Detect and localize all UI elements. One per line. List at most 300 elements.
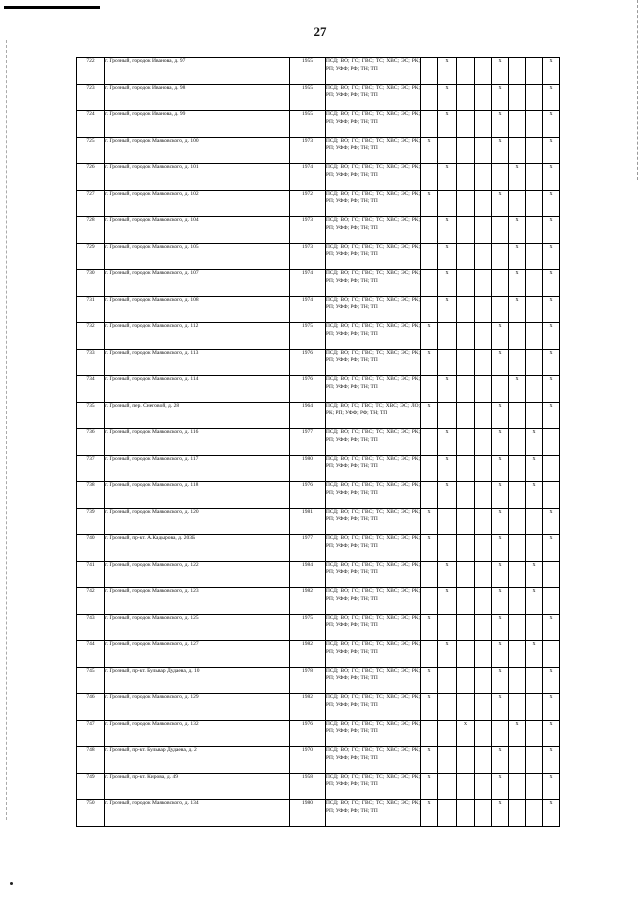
mark-cell: x [526, 588, 543, 615]
services-cell: ПСД; ВО; ГС; ГВС; ТС; ХВС; ЭС; РК; РП; УФФ; РФ; ТН; ТП [326, 270, 421, 297]
mark-cell [457, 641, 475, 668]
mark-cell [438, 773, 457, 800]
mark-cell [492, 720, 509, 747]
address-cell: г. Грозный, городок Маяковского, д. 101 [105, 164, 290, 191]
mark-cell [475, 667, 492, 694]
mark-cell [526, 296, 543, 323]
table-row [77, 561, 560, 588]
table-row [77, 800, 560, 827]
mark-cell [475, 349, 492, 376]
address-cell: г. Грозный, городок Маяковского, д. 105 [105, 243, 290, 270]
year-cell: 1970 [290, 747, 326, 774]
year-cell: 1976 [290, 376, 326, 403]
services-cell: ПСД; ВО; ГС; ГВС; ТС; ХВС; ЭС; РК; РП; УФФ; РФ; ТН; ТП [326, 323, 421, 350]
mark-cell: x [421, 508, 438, 535]
mark-cell [475, 641, 492, 668]
year-cell: 1973 [290, 217, 326, 244]
services-cell: ПСД; ВО; ГС; ГВС; ТС; ХВС; ЭС; РК; РП; УФФ; РФ; ТН; ТП [326, 455, 421, 482]
table-row [77, 773, 560, 800]
mark-cell [543, 429, 560, 456]
mark-cell [509, 137, 526, 164]
row-number: 739 [77, 508, 105, 535]
mark-cell [526, 349, 543, 376]
mark-cell: x [421, 614, 438, 641]
year-cell: 1980 [290, 455, 326, 482]
year-cell: 1982 [290, 588, 326, 615]
mark-cell [475, 217, 492, 244]
mark-cell [509, 402, 526, 429]
mark-cell [457, 482, 475, 509]
mark-cell: x [421, 535, 438, 562]
mark-cell [457, 402, 475, 429]
mark-cell [543, 455, 560, 482]
mark-cell: x [492, 455, 509, 482]
year-cell: 1955 [290, 58, 326, 85]
mark-cell: x [543, 217, 560, 244]
mark-cell [438, 800, 457, 827]
mark-cell [509, 349, 526, 376]
mark-cell: x [438, 561, 457, 588]
address-cell: г. Грозный, пр-кт. А.Кадырова, д. 203Б [105, 535, 290, 562]
mark-cell: x [421, 747, 438, 774]
mark-cell: x [526, 641, 543, 668]
row-number: 745 [77, 667, 105, 694]
mark-cell [475, 588, 492, 615]
year-cell: 1974 [290, 296, 326, 323]
mark-cell [492, 296, 509, 323]
table-row [77, 429, 560, 456]
mark-cell: x [421, 402, 438, 429]
mark-cell [421, 588, 438, 615]
scan-edge-left [6, 40, 8, 820]
mark-cell: x [492, 58, 509, 85]
services-cell: ПСД; ВО; ГС; ГВС; ТС; ХВС; ЭС; РК; РП; УФФ; РФ; ТН; ТП [326, 588, 421, 615]
mark-cell: x [438, 588, 457, 615]
scan-speck [10, 882, 13, 885]
address-cell: г. Грозный, городок Маяковского, д. 116 [105, 429, 290, 456]
mark-cell: x [492, 84, 509, 111]
mark-cell: x [543, 773, 560, 800]
mark-cell [509, 84, 526, 111]
row-number: 728 [77, 217, 105, 244]
table-row [77, 641, 560, 668]
mark-cell: x [492, 111, 509, 138]
row-number: 748 [77, 747, 105, 774]
year-cell: 1975 [290, 614, 326, 641]
mark-cell: x [492, 561, 509, 588]
services-cell: ПСД; ВО; ГС; ГВС; ТС; ХВС; ЭС; РК; РП; УФФ; РФ; ТН; ТП [326, 137, 421, 164]
year-cell: 1976 [290, 720, 326, 747]
mark-cell [492, 243, 509, 270]
mark-cell [457, 747, 475, 774]
table-row [77, 667, 560, 694]
table-row [77, 111, 560, 138]
mark-cell [526, 535, 543, 562]
mark-cell [475, 747, 492, 774]
mark-cell: x [509, 217, 526, 244]
mark-cell: x [543, 137, 560, 164]
mark-cell [438, 137, 457, 164]
row-number: 729 [77, 243, 105, 270]
year-cell: 1982 [290, 641, 326, 668]
table-row [77, 482, 560, 509]
address-cell: г. Грозный, городок Иванова, д. 97 [105, 58, 290, 85]
table-row [77, 747, 560, 774]
mark-cell [475, 137, 492, 164]
mark-cell [509, 747, 526, 774]
mark-cell: x [492, 349, 509, 376]
mark-cell [457, 58, 475, 85]
mark-cell: x [543, 58, 560, 85]
mark-cell: x [543, 111, 560, 138]
mark-cell [526, 137, 543, 164]
mark-cell [438, 667, 457, 694]
mark-cell: x [492, 614, 509, 641]
mark-cell [475, 164, 492, 191]
mark-cell: x [543, 535, 560, 562]
table-row [77, 535, 560, 562]
mark-cell: x [492, 773, 509, 800]
row-number: 747 [77, 720, 105, 747]
mark-cell [421, 217, 438, 244]
year-cell: 1973 [290, 137, 326, 164]
year-cell: 1955 [290, 111, 326, 138]
mark-cell [457, 243, 475, 270]
mark-cell: x [438, 296, 457, 323]
mark-cell: x [492, 190, 509, 217]
mark-cell: x [543, 270, 560, 297]
services-cell: ПСД; ВО; ГС; ГВС; ТС; ХВС; ЭС; РК; РП; УФФ; РФ; ТН; ТП [326, 667, 421, 694]
row-number: 749 [77, 773, 105, 800]
mark-cell [438, 190, 457, 217]
mark-cell [457, 667, 475, 694]
mark-cell [475, 376, 492, 403]
address-cell: г. Грозный, городок Маяковского, д. 125 [105, 614, 290, 641]
mark-cell: x [438, 111, 457, 138]
table-row [77, 323, 560, 350]
mark-cell: x [492, 137, 509, 164]
year-cell: 1975 [290, 323, 326, 350]
table-row [77, 270, 560, 297]
table-row [77, 58, 560, 85]
mark-cell [475, 508, 492, 535]
address-cell: г. Грозный, пр-кт. Бульвар Дудаева, д. 10 [105, 667, 290, 694]
mark-cell: x [492, 508, 509, 535]
mark-cell: x [526, 455, 543, 482]
mark-cell [526, 720, 543, 747]
services-cell: ПСД; ВО; ГС; ГВС; ТС; ХВС; ЭС; РК; РП; УФФ; РФ; ТН; ТП [326, 720, 421, 747]
address-cell: г. Грозный, городок Маяковского, д. 129 [105, 694, 290, 721]
mark-cell: x [457, 720, 475, 747]
table-row [77, 84, 560, 111]
mark-cell [526, 402, 543, 429]
services-cell: ПСД; ВО; ГС; ГВС; ТС; ХВС; ЭС; РК; РП; УФФ; РФ; ТН; ТП [326, 614, 421, 641]
services-cell: ПСД; ВО; ГС; ГВС; ТС; ХВС; ЭС; РК; РП; УФФ; РФ; ТН; ТП [326, 243, 421, 270]
mark-cell: x [421, 773, 438, 800]
mark-cell [421, 641, 438, 668]
mark-cell [526, 217, 543, 244]
mark-cell: x [492, 667, 509, 694]
mark-cell [475, 694, 492, 721]
row-number: 750 [77, 800, 105, 827]
mark-cell [526, 773, 543, 800]
row-number: 726 [77, 164, 105, 191]
row-number: 737 [77, 455, 105, 482]
mark-cell [475, 190, 492, 217]
address-cell: г. Грозный, городок Маяковского, д. 107 [105, 270, 290, 297]
mark-cell [457, 535, 475, 562]
row-number: 740 [77, 535, 105, 562]
mark-cell: x [543, 296, 560, 323]
mark-cell [509, 535, 526, 562]
row-number: 746 [77, 694, 105, 721]
row-number: 736 [77, 429, 105, 456]
mark-cell [509, 773, 526, 800]
table-row [77, 720, 560, 747]
mark-cell [543, 641, 560, 668]
mark-cell [475, 482, 492, 509]
mark-cell: x [492, 800, 509, 827]
mark-cell: x [509, 243, 526, 270]
address-cell: г. Грозный, городок Маяковского, д. 127 [105, 641, 290, 668]
address-cell: г. Грозный, городок Маяковского, д. 102 [105, 190, 290, 217]
mark-cell: x [492, 535, 509, 562]
services-cell: ПСД; ВО; ГС; ГВС; ТС; ХВС; ЭС; РК; РП; УФФ; РФ; ТН; ТП [326, 508, 421, 535]
mark-cell [509, 667, 526, 694]
mark-cell [438, 535, 457, 562]
mark-cell [475, 296, 492, 323]
year-cell: 1981 [290, 508, 326, 535]
mark-cell: x [543, 376, 560, 403]
services-cell: ПСД; ВО; ГС; ГВС; ТС; ХВС; ЭС; РК; РП; УФФ; РФ; ТН; ТП [326, 800, 421, 827]
mark-cell [475, 720, 492, 747]
table-row [77, 137, 560, 164]
mark-cell [457, 429, 475, 456]
mark-cell [421, 429, 438, 456]
year-cell: 1978 [290, 667, 326, 694]
mark-cell [509, 561, 526, 588]
mark-cell: x [492, 402, 509, 429]
mark-cell [457, 376, 475, 403]
row-number: 742 [77, 588, 105, 615]
mark-cell [438, 402, 457, 429]
services-cell: ПСД; ВО; ГС; ГВС; ТС; ХВС; ЭС; РК; РП; УФФ; РФ; ТН; ТП [326, 747, 421, 774]
year-cell: 1974 [290, 164, 326, 191]
mark-cell [492, 376, 509, 403]
mark-cell: x [421, 190, 438, 217]
mark-cell [526, 164, 543, 191]
mark-cell: x [543, 164, 560, 191]
row-number: 743 [77, 614, 105, 641]
mark-cell [475, 800, 492, 827]
mark-cell [509, 614, 526, 641]
table-row [77, 508, 560, 535]
mark-cell [457, 164, 475, 191]
mark-cell [526, 694, 543, 721]
services-cell: ПСД; ВО; ГС; ГВС; ТС; ХВС; ЭС; РК; РП; УФФ; РФ; ТН; ТП [326, 190, 421, 217]
mark-cell [438, 720, 457, 747]
services-cell: ПСД; ВО; ГС; ГВС; ТС; ХВС; ЭС; РК; РП; УФФ; РФ; ТН; ТП [326, 111, 421, 138]
mark-cell [421, 482, 438, 509]
mark-cell: x [543, 243, 560, 270]
services-cell: ПСД; ВО; ГС; ГВС; ТС; ХВС; ЭС; РК; РП; УФФ; РФ; ТН; ТП [326, 535, 421, 562]
mark-cell: x [421, 694, 438, 721]
mark-cell: x [543, 720, 560, 747]
year-cell: 1955 [290, 84, 326, 111]
mark-cell [457, 614, 475, 641]
mark-cell [475, 270, 492, 297]
mark-cell [526, 243, 543, 270]
mark-cell: x [438, 641, 457, 668]
row-number: 723 [77, 84, 105, 111]
mark-cell [421, 296, 438, 323]
mark-cell: x [509, 164, 526, 191]
address-cell: г. Грозный, городок Маяковского, д. 113 [105, 349, 290, 376]
address-cell: г. Грозный, городок Маяковского, д. 120 [105, 508, 290, 535]
services-cell: ПСД; ВО; ГС; ГВС; ТС; ХВС; ЭС; РК; РП; УФФ; РФ; ТН; ТП [326, 641, 421, 668]
services-cell: ПСД; ВО; ГС; ГВС; ТС; ХВС; ЭС; РК; РП; УФФ; РФ; ТН; ТП [326, 296, 421, 323]
year-cell: 1977 [290, 535, 326, 562]
mark-cell: x [543, 800, 560, 827]
mark-cell [438, 747, 457, 774]
mark-cell [421, 455, 438, 482]
mark-cell [475, 323, 492, 350]
mark-cell [526, 667, 543, 694]
mark-cell: x [492, 641, 509, 668]
year-cell: 1958 [290, 773, 326, 800]
mark-cell: x [438, 270, 457, 297]
mark-cell [475, 84, 492, 111]
table-row [77, 455, 560, 482]
mark-cell [509, 58, 526, 85]
services-cell: ПСД; ВО; ГС; ГВС; ТС; ХВС; ЭС; РК; РП; УФФ; РФ; ТН; ТП [326, 482, 421, 509]
row-number: 727 [77, 190, 105, 217]
mark-cell [438, 349, 457, 376]
mark-cell [421, 84, 438, 111]
mark-cell: x [526, 482, 543, 509]
mark-cell [457, 773, 475, 800]
table-row [77, 243, 560, 270]
table-row [77, 376, 560, 403]
services-cell: ПСД; ВО; ГС; ГВС; ТС; ХВС; ЭС; РК; РП; УФФ; РФ; ТН; ТП [326, 561, 421, 588]
mark-cell [421, 376, 438, 403]
mark-cell [457, 588, 475, 615]
mark-cell [526, 614, 543, 641]
row-number: 731 [77, 296, 105, 323]
mark-cell: x [492, 747, 509, 774]
mark-cell: x [438, 58, 457, 85]
address-cell: г. Грозный, городок Маяковского, д. 108 [105, 296, 290, 323]
mark-cell [457, 800, 475, 827]
table-row [77, 217, 560, 244]
address-cell: г. Грозный, пр-кт. Бульвар Дудаева, д. 2 [105, 747, 290, 774]
mark-cell [526, 508, 543, 535]
mark-cell [457, 84, 475, 111]
mark-cell: x [509, 296, 526, 323]
housing-register-table [76, 57, 560, 827]
mark-cell [509, 482, 526, 509]
mark-cell [475, 58, 492, 85]
mark-cell: x [438, 217, 457, 244]
row-number: 735 [77, 402, 105, 429]
year-cell: 1973 [290, 243, 326, 270]
year-cell: 1982 [290, 694, 326, 721]
row-number: 734 [77, 376, 105, 403]
mark-cell: x [492, 323, 509, 350]
mark-cell [438, 508, 457, 535]
mark-cell [543, 588, 560, 615]
mark-cell: x [543, 667, 560, 694]
address-cell: г. Грозный, городок Маяковского, д. 100 [105, 137, 290, 164]
address-cell: г. Грозный, городок Маяковского, д. 123 [105, 588, 290, 615]
services-cell: ПСД; ВО; ГС; ГВС; ТС; ХВС; ЭС; РК; РП; УФФ; РФ; ТН; ТП [326, 429, 421, 456]
table-row [77, 190, 560, 217]
mark-cell [475, 561, 492, 588]
mark-cell [526, 376, 543, 403]
mark-cell [421, 58, 438, 85]
address-cell: г. Грозный, городок Иванова, д. 99 [105, 111, 290, 138]
row-number: 730 [77, 270, 105, 297]
mark-cell [492, 164, 509, 191]
mark-cell: x [438, 482, 457, 509]
mark-cell [457, 349, 475, 376]
mark-cell: x [526, 429, 543, 456]
services-cell: ПСД; ВО; ГС; ГВС; ТС; ХВС; ЭС; РК; РП; УФФ; РФ; ТН; ТП [326, 164, 421, 191]
table-row [77, 296, 560, 323]
year-cell: 1980 [290, 800, 326, 827]
mark-cell: x [492, 482, 509, 509]
mark-cell [421, 720, 438, 747]
mark-cell [457, 508, 475, 535]
services-cell: ПСД; ВО; ГС; ГВС; ТС; ХВС; ЭС; РК; РП; УФФ; РФ; ТН; ТП [326, 694, 421, 721]
mark-cell [526, 190, 543, 217]
address-cell: г. Грозный, пр-кт. Кирова, д. 49 [105, 773, 290, 800]
mark-cell: x [438, 429, 457, 456]
mark-cell: x [492, 588, 509, 615]
row-number: 744 [77, 641, 105, 668]
mark-cell: x [543, 508, 560, 535]
mark-cell [421, 561, 438, 588]
mark-cell [475, 429, 492, 456]
mark-cell [526, 84, 543, 111]
mark-cell [421, 270, 438, 297]
mark-cell [457, 323, 475, 350]
mark-cell [475, 614, 492, 641]
mark-cell [509, 111, 526, 138]
address-cell: г. Грозный, городок Иванова, д. 98 [105, 84, 290, 111]
mark-cell: x [492, 694, 509, 721]
table-row [77, 349, 560, 376]
year-cell: 1977 [290, 429, 326, 456]
services-cell: ПСД; ВО; ГС; ГВС; ТС; ХВС; ЭС; РК; РП; УФФ; РФ; ТН; ТП [326, 376, 421, 403]
mark-cell [526, 111, 543, 138]
mark-cell: x [421, 667, 438, 694]
mark-cell [543, 561, 560, 588]
address-cell: г. Грозный, городок Маяковского, д. 134 [105, 800, 290, 827]
row-number: 724 [77, 111, 105, 138]
mark-cell [457, 296, 475, 323]
year-cell: 1972 [290, 190, 326, 217]
mark-cell [421, 164, 438, 191]
year-cell: 1974 [290, 270, 326, 297]
row-number: 722 [77, 58, 105, 85]
mark-cell [509, 190, 526, 217]
mark-cell: x [438, 84, 457, 111]
mark-cell: x [543, 84, 560, 111]
row-number: 738 [77, 482, 105, 509]
address-cell: г. Грозный, городок Маяковского, д. 118 [105, 482, 290, 509]
mark-cell: x [543, 747, 560, 774]
